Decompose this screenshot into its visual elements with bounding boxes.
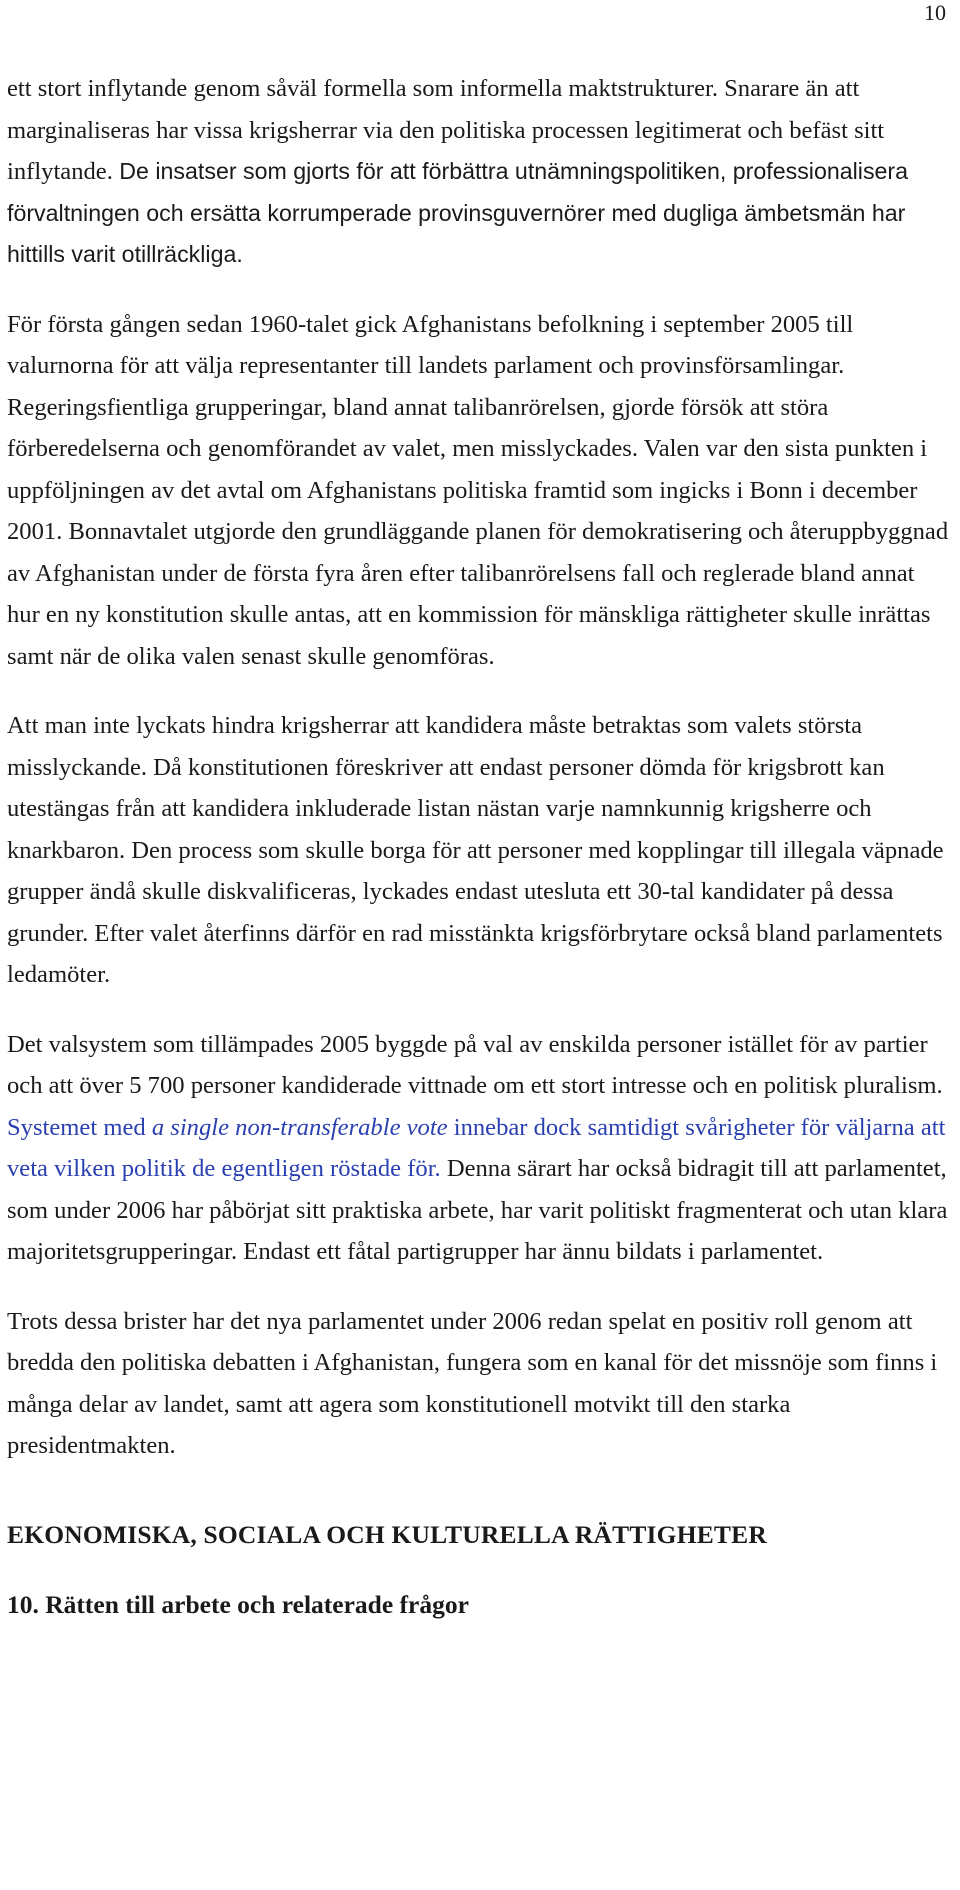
link-text-2: innebar dock samtidigt svårigheter för väljarna att veta vilken politik de egentligen röstade för.	[7, 1113, 946, 1182]
paragraph-1	[7, 68, 952, 276]
link-text-italic: a single non-transferable vote	[151, 1113, 448, 1141]
paragraph-3: Att man inte lyckats hindra krigsherrar att kandidera måste betraktas som valets största misslyckande. Då konstitutionen föreskriver att endast personer dömda för krigsbrott kan utestängas från att kandidera inkluderade listan nästan varje namnkunnig krigsherre och knarkbaron. Den process som skulle borga för att personer med kopplingar till illegala väpnade grupper ändå skulle diskvalificeras, lyckades endast utesluta ett 30-tal kandidater på dessa grunder. Efter valet återfinns därför en rad misstänkta krigsförbrytare också bland parlamentets ledamöter.	[7, 712, 944, 988]
link-text-1: Systemet med	[7, 1113, 152, 1141]
paragraph-2: För första gången sedan 1960-talet gick Afghanistans befolkning i september 2005 till valurnorna för att välja representanter till landets parlament och provinsförsamlingar. Regeringsfientliga grupperingar, bland annat talibanrörelsen, gjorde försök att störa förberedelserna och genomförandet av valet, men misslyckades. Valen var den sista punkten i uppföljningen av det avtal om Afghanistans politiska framtid som ingicks i Bonn i december 2001. Bonnavtalet utgjorde den grundläggande planen för demokratisering och återuppbyggnad av Afghanistan under de första fyra åren efter talibanrörelsens fall och reglerade bland annat hur en ny konstitution skulle antas, att en kommission för mänskliga rättigheter skulle inrättas samt när de olika valen senast skulle genomföras.	[7, 310, 949, 670]
section-heading: EKONOMISKA, SOCIALA OCH KULTURELLA RÄTTIGHETER	[7, 1519, 767, 1549]
paragraph-4-text-b: Denna särart har också bidragit till att parlamentet, som under 2006 har påbörjat sitt praktiska arbete, har varit politiskt fragmenterat och utan klara majoritetsgrupperingar. Endast ett fåtal partigrupper har ännu bildats i parlamentet.	[7, 1155, 948, 1265]
paragraph-1-text-a: ett stort inflytande genom såväl formella som informella maktstrukturer. Snarare än att marginaliseras har vissa krigsherrar via den politiska processen legitimerat och befäst sitt inflytande.	[7, 75, 885, 185]
page-number: 10	[924, 0, 946, 25]
paragraph-4	[7, 1024, 952, 1273]
paragraph-4-text-a: Det valsystem som tillämpades 2005 byggde på val av enskilda personer istället för av partier och att över 5 700 personer kandiderade vittnade om ett stort intresse och en politisk pluralism.	[7, 1030, 943, 1099]
document-body	[7, 68, 952, 1625]
subsection-heading: 10. Rätten till arbete och relaterade frågor	[7, 1589, 469, 1619]
paragraph-5: Trots dessa brister har det nya parlamentet under 2006 redan spelat en positiv roll genom att bredda den politiska debatten i Afghanistan, fungera som en kanal för det missnöje som finns i många delar av landet, samt att agera som konstitutionell motvikt till den starka presidentmakten.	[7, 1307, 938, 1459]
paragraph-1-text-b: De insatser som gjorts för att förbättra utnämningspolitiken, professionalisera förvaltningen och ersätta korrumperade provinsguvernörer med dugliga ämbetsmän har hittills varit otillräckliga.	[7, 158, 909, 267]
